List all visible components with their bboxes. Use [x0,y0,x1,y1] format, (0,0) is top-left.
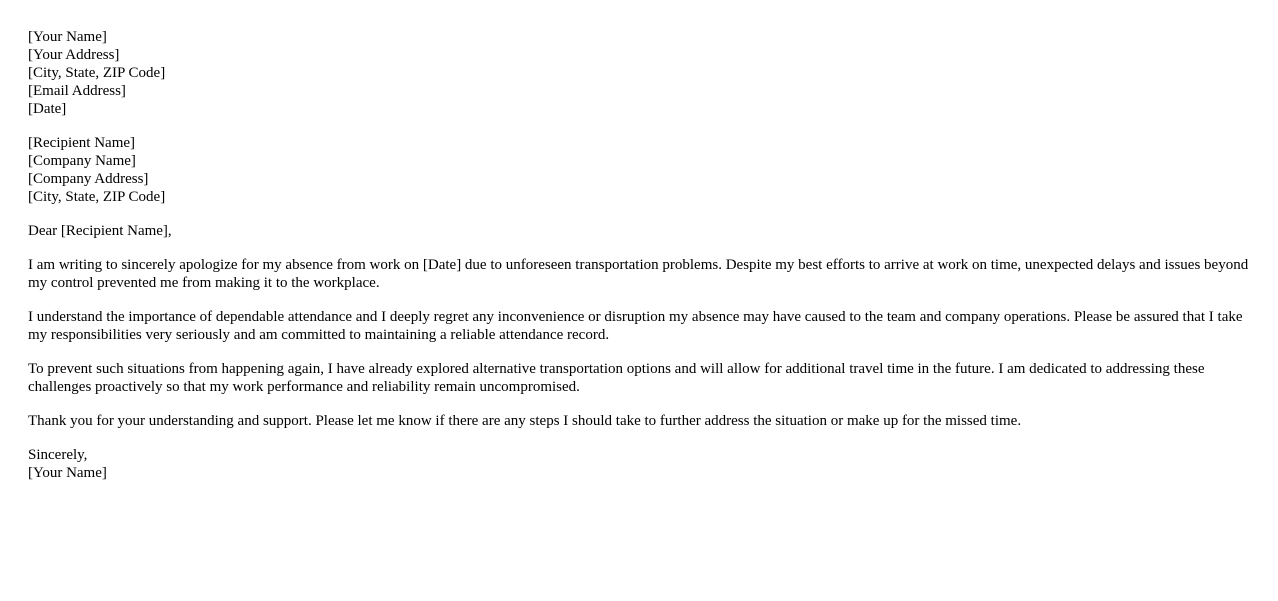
letter [28,28,1250,498]
recipient-name: [Recipient Name] [28,135,136,151]
letter-date: [Date] [28,101,67,117]
recipient-company: [Company Name] [28,153,136,169]
body-paragraph: Thank you for your understanding and support. Please let me know if there are any steps I should take to further address the situation or make up for the missed time. [28,413,1022,429]
valediction: Sincerely, [28,447,88,463]
sender-block [28,28,1250,118]
body-paragraph: I understand the importance of dependable attendance and I deeply regret any inconvenience or disruption my absence may have caused to the team and company operations. Please be assured that I take my responsibilities very seriously and am committed to maintaining a reliable attendance record. [28,309,1243,343]
closing-block [28,446,1250,482]
recipient-block [28,134,1250,206]
signature-name: [Your Name] [28,465,107,481]
salutation: Dear [Recipient Name], [28,223,172,239]
sender-name: [Your Name] [28,29,107,45]
sender-address: [Your Address] [28,47,120,63]
body-paragraph: I am writing to sincerely apologize for my absence from work on [Date] due to unforeseen transportation problems. Despite my best efforts to arrive at work on time, unexpected delays and issues beyond my control prevented me from making it to the workplace. [28,257,1249,291]
recipient-company-address: [Company Address] [28,171,149,187]
sender-city-state-zip: [City, State, ZIP Code] [28,65,166,81]
body-paragraph: To prevent such situations from happening again, I have already explored alternative transportation options and will allow for additional travel time in the future. I am dedicated to addressing these challenges proactively so that my work performance and reliability remain uncompromised. [28,361,1205,395]
sender-email: [Email Address] [28,83,126,99]
recipient-city-state-zip: [City, State, ZIP Code] [28,189,166,205]
